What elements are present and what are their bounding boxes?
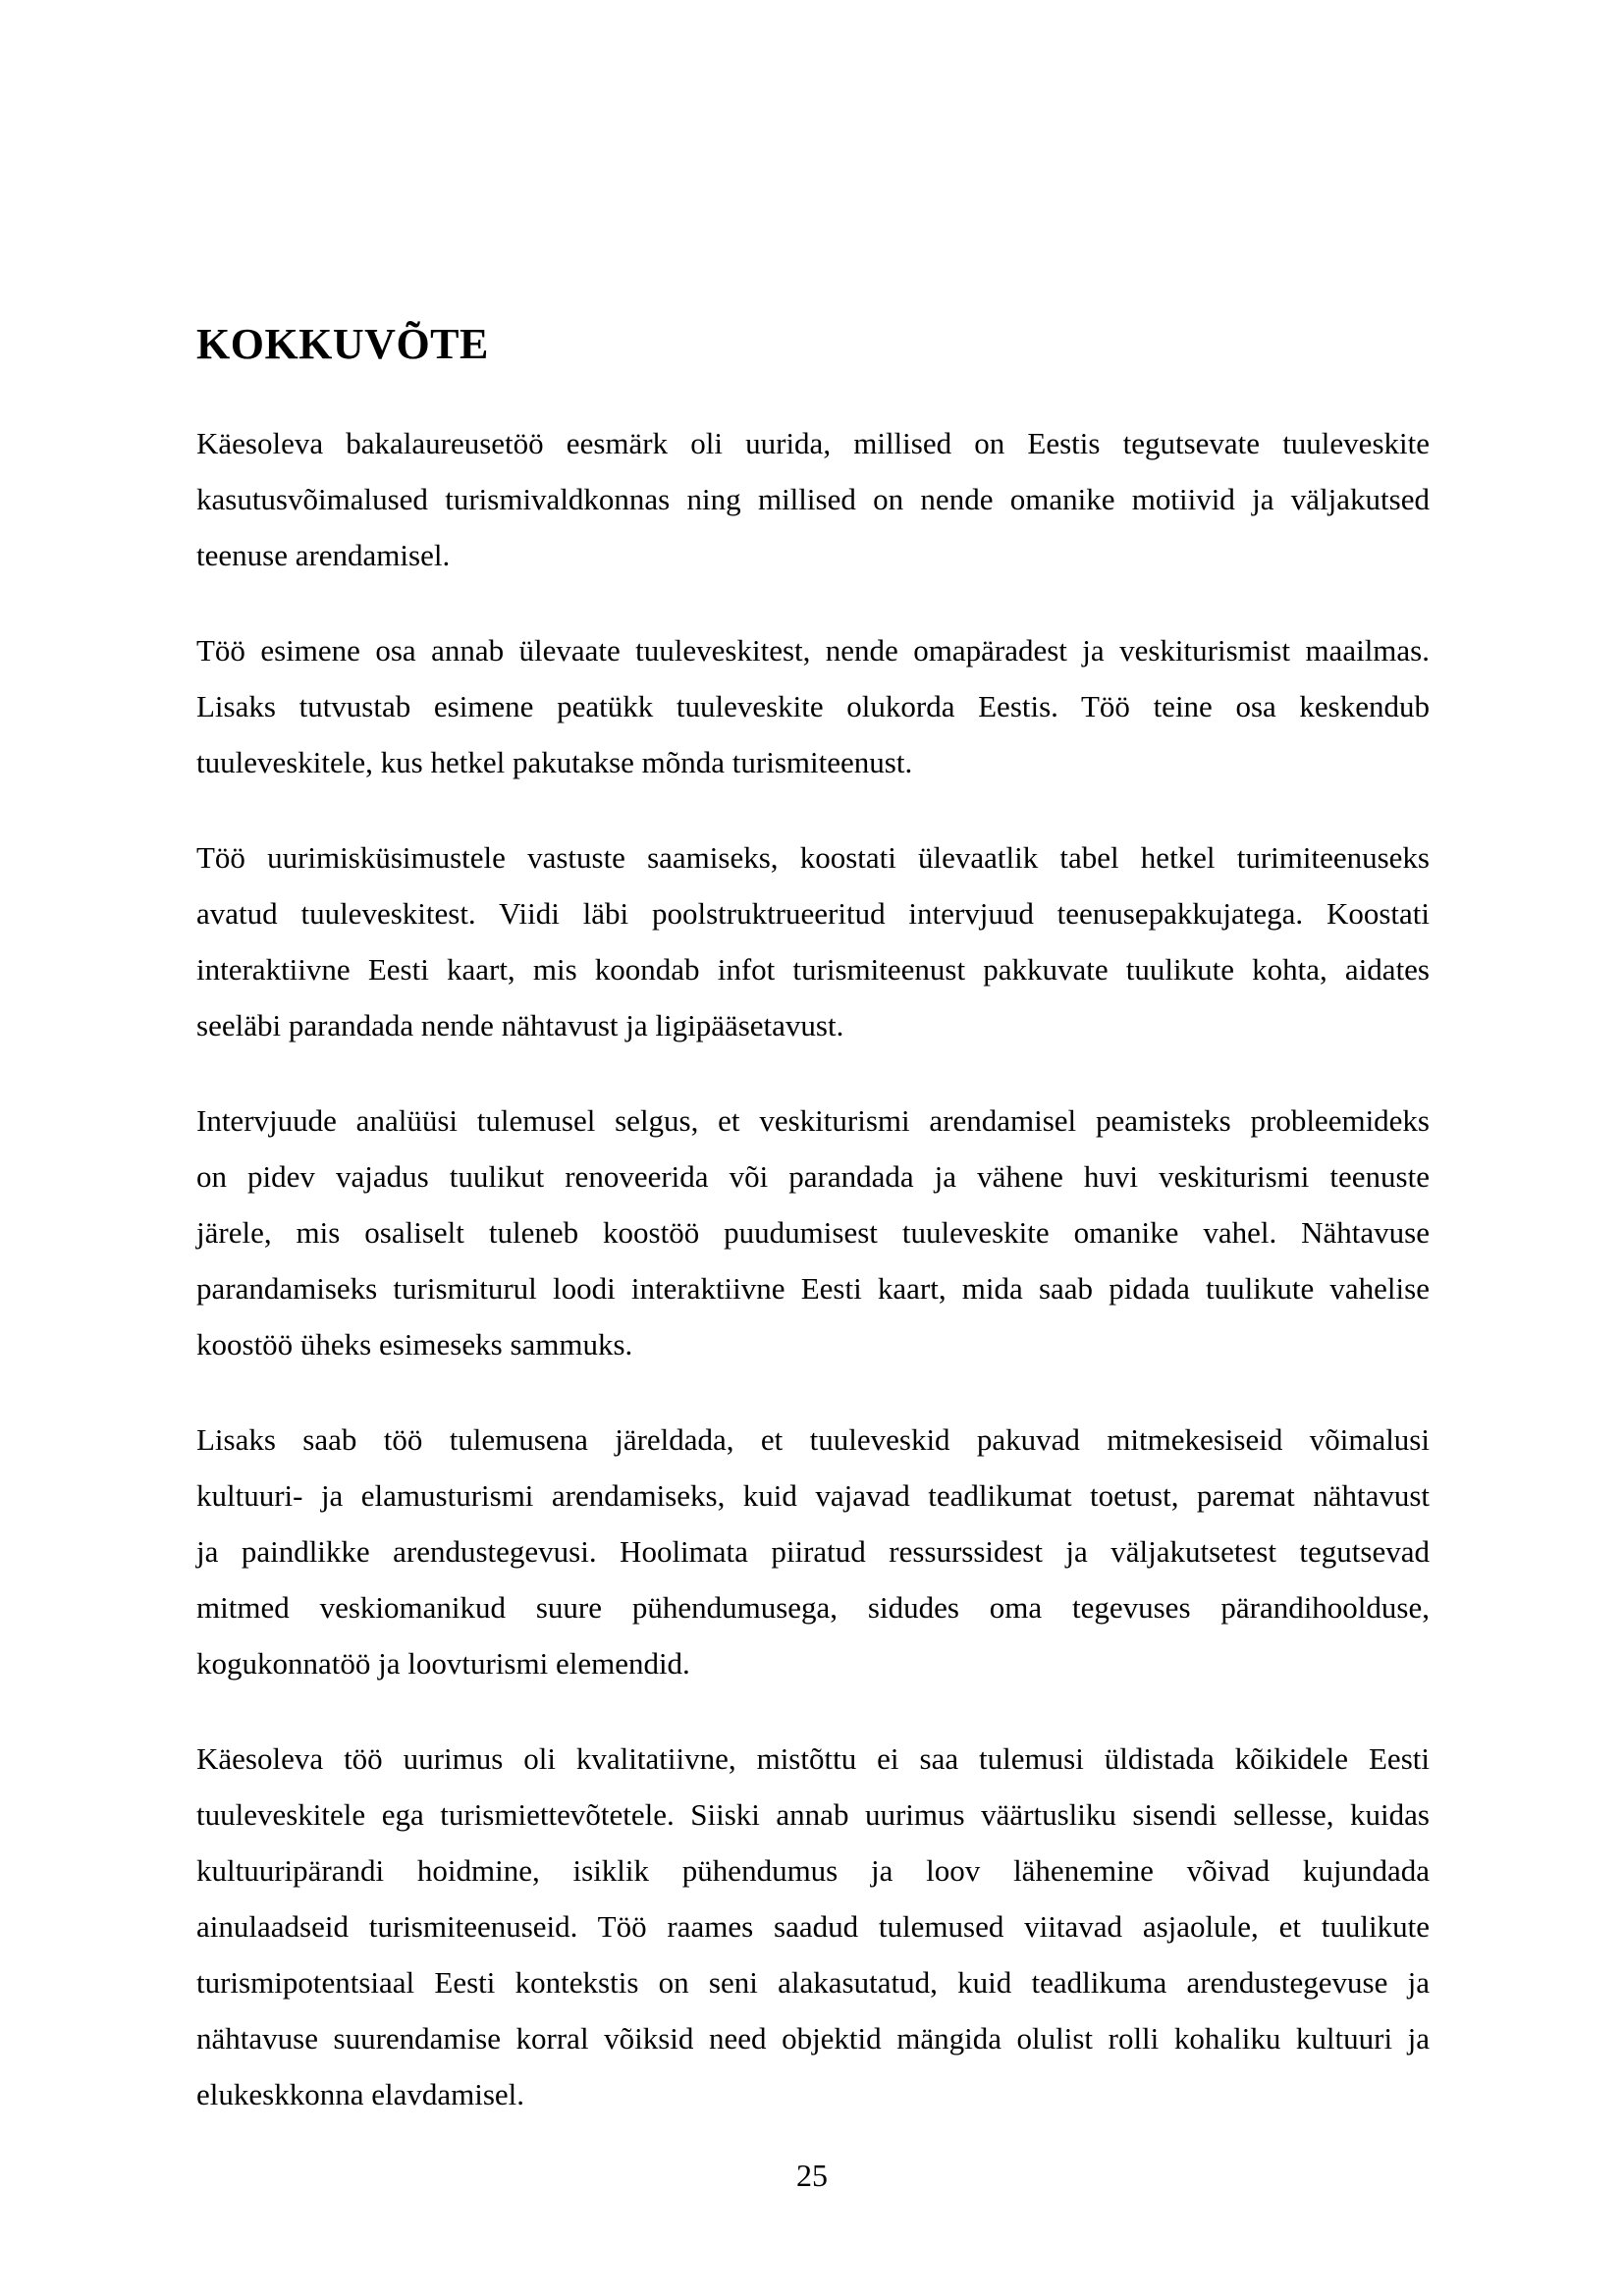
- paragraph-line: parandamiseks turismiturul loodi interaktiivne Eesti kaart, mida saab pidada tuulikute vahelise: [196, 1271, 1430, 1306]
- paragraph-line: Käesoleva töö uurimus oli kvalitatiivne, mistõttu ei saa tulemusi üldistada kõikidele Eesti: [196, 1741, 1430, 1776]
- paragraph-line: seeläbi parandada nende nähtavust ja ligipääsetavust.: [196, 1008, 844, 1042]
- paragraph-line: teenuse arendamisel.: [196, 538, 451, 572]
- paragraph-line: Intervjuude analüüsi tulemusel selgus, et veskiturismi arendamisel peamisteks probleemideks: [196, 1103, 1430, 1138]
- paragraph: [196, 1412, 1430, 1691]
- text-block: [196, 319, 1430, 2162]
- paragraph-line: ainulaadseid turismiteenuseid. Töö raames saadud tulemused viitavad asjaolule, et tuulikute: [196, 1909, 1430, 1944]
- paragraph: [196, 829, 1430, 1053]
- paragraph-line: interaktiivne Eesti kaart, mis koondab infot turismiteenust pakkuvate tuulikute kohta, aidates: [196, 952, 1430, 987]
- paragraph-line: järele, mis osaliselt tuleneb koostöö puudumisest tuuleveskite omanike vahel. Nähtavuse: [196, 1215, 1430, 1250]
- paragraph-line: Lisaks saab töö tulemusena järeldada, et tuuleveskid pakuvad mitmekesiseid võimalusi: [196, 1422, 1430, 1457]
- paragraph: [196, 622, 1430, 790]
- paragraph-line: elukeskkonna elavdamisel.: [196, 2077, 525, 2111]
- paragraph-line: tuuleveskitele ega turismiettevõtetele. Siiski annab uurimus väärtusliku sisendi sellesse, kuidas: [196, 1797, 1430, 1832]
- paragraph-line: Lisaks tutvustab esimene peatükk tuuleveskite olukorda Eestis. Töö teine osa keskendub: [196, 689, 1430, 723]
- paragraph-line: kasutusvõimalused turismivaldkonnas ning millised on nende omanike motiivid ja väljakutsed: [196, 482, 1430, 516]
- paragraph: [196, 1731, 1430, 2122]
- paragraph-line: Töö esimene osa annab ülevaate tuuleveskitest, nende omapäradest ja veskiturismist maailmas.: [196, 633, 1430, 667]
- paragraph-line: Töö uurimisküsimustele vastuste saamiseks, koostati ülevaatlik tabel hetkel turimiteenuseks: [196, 840, 1430, 875]
- paragraph-line: avatud tuuleveskitest. Viidi läbi poolstruktrueeritud intervjuud teenusepakkujatega. Koostati: [196, 896, 1430, 931]
- paragraph-line: kultuuri- ja elamusturismi arendamiseks, kuid vajavad teadlikumat toetust, paremat nähtavust: [196, 1478, 1430, 1513]
- paragraph-line: koostöö üheks esimeseks sammuks.: [196, 1327, 633, 1362]
- paragraph-line: on pidev vajadus tuulikut renoveerida või parandada ja vähene huvi veskiturismi teenuste: [196, 1159, 1430, 1194]
- paragraph-line: kogukonnatöö ja loovturismi elemendid.: [196, 1646, 690, 1681]
- document-body: [196, 415, 1430, 2122]
- paragraph-line: tuuleveskitele, kus hetkel pakutakse mõnda turismiteenust.: [196, 745, 913, 779]
- paragraph-line: Käesoleva bakalaureusetöö eesmärk oli uurida, millised on Eestis tegutsevate tuuleveskite: [196, 426, 1430, 460]
- page-number: 25: [796, 2158, 828, 2193]
- paragraph-line: mitmed veskiomanikud suure pühendumusega, sidudes oma tegevuses pärandihoolduse,: [196, 1590, 1430, 1625]
- paragraph: [196, 415, 1430, 583]
- page-title: KOKKUVÕTE: [196, 320, 489, 368]
- paragraph: [196, 1093, 1430, 1372]
- paragraph-line: turismipotentsiaal Eesti kontekstis on seni alakasutatud, kuid teadlikuma arendustegevuse ja: [196, 1965, 1430, 2000]
- paragraph-line: kultuuripärandi hoidmine, isiklik pühendumus ja loov lähenemine võivad kujundada: [196, 1853, 1430, 1888]
- paragraph-line: ja paindlikke arendustegevusi. Hoolimata piiratud ressurssidest ja väljakutsetest tegutsevad: [196, 1534, 1430, 1569]
- paragraph-line: nähtavuse suurendamise korral võiksid need objektid mängida olulist rolli kohaliku kultuuri ja: [196, 2021, 1430, 2056]
